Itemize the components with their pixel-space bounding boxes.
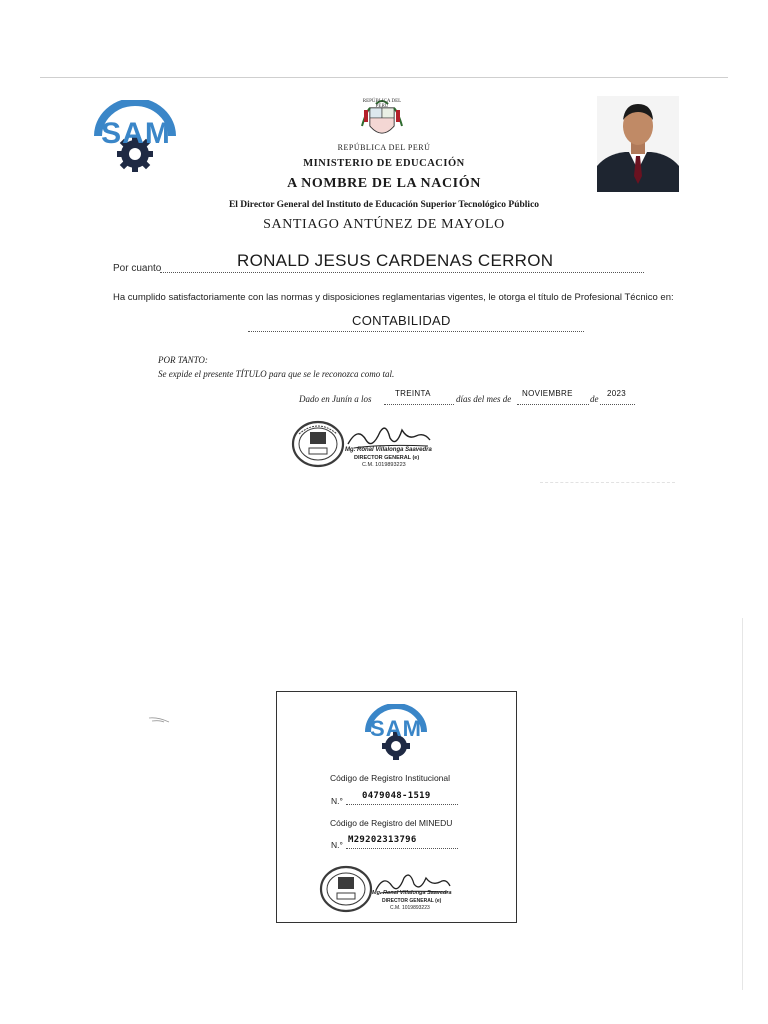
ministry-label: MINISTERIO DE EDUCACIÓN (303, 158, 465, 169)
nation-heading: A NOMBRE DE LA NACIÓN (287, 176, 481, 191)
por-cuanto-label: Por cuanto (113, 263, 162, 274)
minedu-code-prefix: N.° (331, 840, 343, 850)
year-value: 2023 (607, 389, 626, 398)
graduate-photo (597, 96, 679, 192)
day-value: TREINTA (395, 389, 431, 398)
registry-signer-title: DIRECTOR GENERAL (e) (382, 898, 442, 904)
graduate-name: RONALD JESUS CARDENAS CERRON (237, 251, 554, 270)
republic-label: REPÚBLICA DEL PERÚ (337, 143, 431, 152)
signer-id: C.M. 1019893223 (362, 462, 406, 468)
minedu-code: M29202313796 (348, 835, 417, 845)
registry-signer-id: C.M. 1019893223 (390, 905, 430, 911)
de-label: de (590, 394, 599, 404)
minedu-code-line (346, 847, 458, 849)
crest-caption: REPÚBLICA DEL PERÚ (362, 99, 402, 109)
por-tanto-label: POR TANTO: (158, 355, 208, 365)
registry-seal (319, 865, 373, 913)
dado-en-label: Dado en Junín a los (299, 394, 372, 404)
career-dotted-line (248, 330, 584, 332)
month-dotted-line (517, 403, 589, 405)
signer-title: DIRECTOR GENERAL (e) (354, 455, 420, 461)
registry-signer-name: Mg. Ronal Villalonga Saavedra (372, 890, 452, 896)
institute-name: SANTIAGO ANTÚNEZ DE MAYOLO (263, 217, 505, 232)
institution-seal (291, 420, 345, 468)
minedu-code-label: Código de Registro del MINEDU (330, 818, 453, 828)
month-value: NOVIEMBRE (522, 389, 573, 398)
scan-edge-line (742, 618, 743, 990)
dias-mes-label: días del mes de (456, 394, 512, 404)
institutional-code: 0479048-1519 (362, 791, 431, 801)
top-divider (40, 77, 728, 78)
day-dotted-line (384, 403, 454, 405)
director-line: El Director General del Instituto de Educación Superior Tecnológico Público (228, 200, 540, 210)
sam-logo-text: SAM (101, 117, 171, 150)
expide-text: Se expide el presente TÍTULO para que se le reconozca como tal. (158, 369, 395, 379)
career-name: CONTABILIDAD (352, 313, 451, 328)
institutional-code-prefix: N.° (331, 796, 343, 806)
scan-mark (540, 481, 675, 483)
institutional-code-line (346, 803, 458, 805)
scan-scribble (148, 711, 170, 719)
statement-text: Ha cumplido satisfactoriamente con las normas y disposiciones reglamentarias vigentes, le otorga el título de Profesional Técnico en: (113, 292, 674, 303)
institutional-code-label: Código de Registro Institucional (330, 773, 451, 783)
signer-name: Mg. Ronal Villalonga Saavedra (345, 447, 432, 453)
registry-sam-logo-text: SAM (370, 716, 422, 741)
name-dotted-line (160, 271, 644, 273)
year-dotted-line (600, 403, 635, 405)
